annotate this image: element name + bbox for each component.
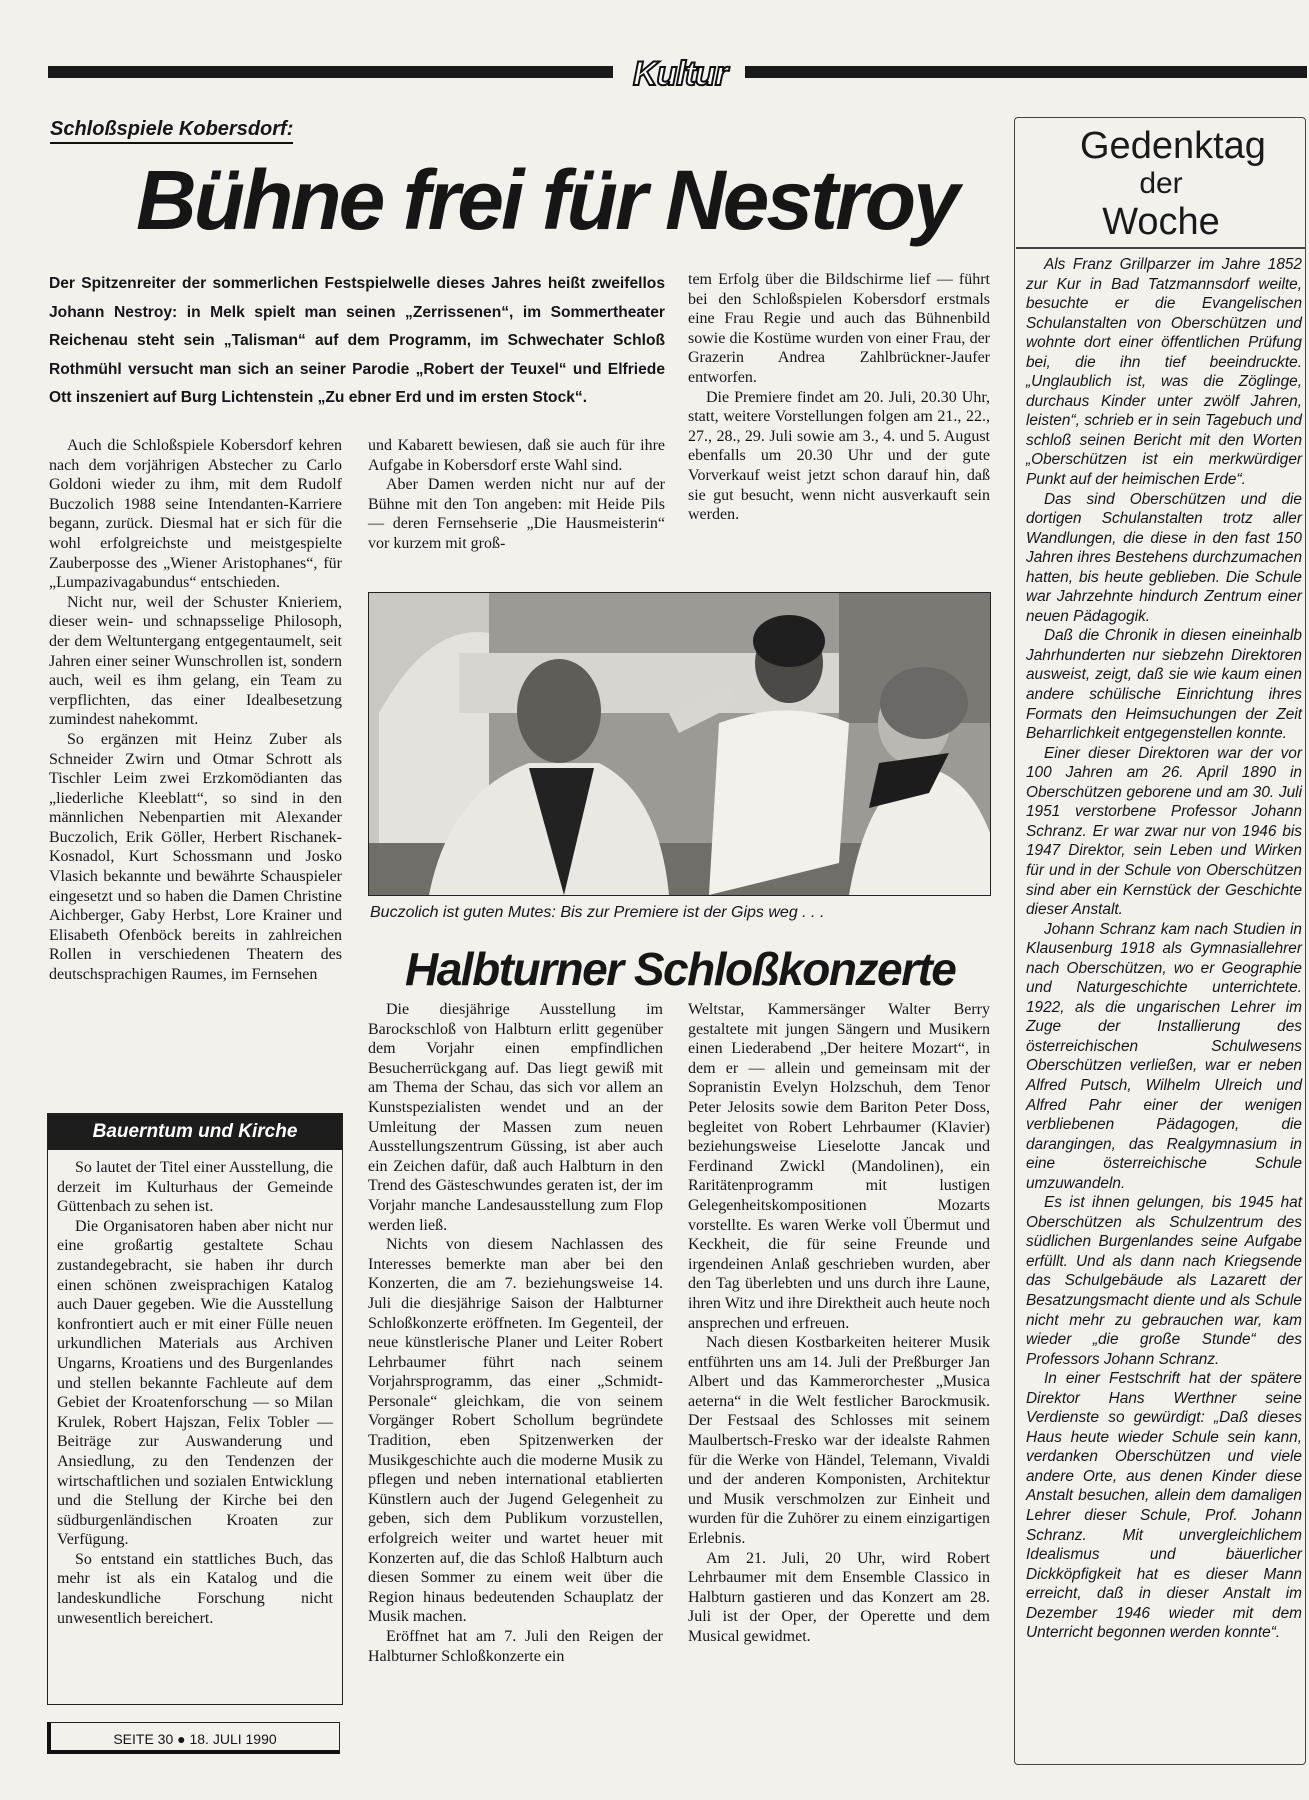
photo-illustration (369, 593, 990, 895)
article2-headline: Halbturner Schloßkonzerte (405, 943, 956, 995)
info-box-body (48, 1150, 342, 1628)
paragraph: Die Organisatoren haben aber nicht nur eine großartig gestaltete Schau zustandegebracht, sie haben ihr durch einen schönen zweisprachigen Katalog auch Dauer gegeben. Wie die Ausstellung konfrontiert auch er mit einer Fülle neuen urkundlichen Materials aus Archiven Ungarns, Kroatiens und des Burgenlandes und stellen bekannte Fachleute auf dem Gebiet der Kroatenforschung — so Milan Krulek, Robert Hajszan, Felix Tobler — Beiträge zur Auswanderung und Ansiedlung, zu den Tendenzen der wirtschaftlichen und sozialen Entwicklung und die Stellung der Kirche bei den südburgenländischen Kroaten zur Verfügung. (57, 1217, 333, 1549)
paragraph: Die Premiere findet am 20. Juli, 20.30 Uhr, statt, weitere Vorstellungen folgen am 21., 22., 27., 28., 29. Juli sowie am 3., 4. und 5. August ebenfalls um 20.30 Uhr und der gute Vorverkauf weist jetzt schon darauf hin, daß sie gut besucht, wenn nicht ausverkauft sein werden. (688, 388, 990, 524)
article2-column-2 (688, 1000, 990, 1647)
paragraph: tem Erfolg über die Bildschirme lief — führt bei den Schloßspielen Kobersdorf erstmals eine Frau Regie und auch das Bühnenbild sowie die Kostüme wurden von einer Frau, der Grazerin Andrea Zahlbrückner-Jaufer entworfen. (688, 271, 990, 386)
paragraph: Einer dieser Direktoren war der vor 100 Jahren am 26. April 1890 in Oberschützen geborene und am 30. Juli 1951 verstorbene Professor Johann Schranz. Er war zwar nur von 1946 bis 1947 Direktor, sein Leben und Wirken für und in der Schule von Oberschützen sind aber ein Kernstück der Geschichte dieser Anstalt. (1026, 744, 1302, 919)
article-photo (368, 592, 991, 896)
info-box-title: Bauerntum und Kirche (48, 1114, 342, 1150)
paragraph: So lautet der Titel einer Ausstellung, die derzeit im Kulturhaus der Gemeinde Güttenbach zu sehen ist. (57, 1159, 333, 1216)
page-footer (47, 1722, 340, 1754)
paragraph: Auch die Schloßspiele Kobersdorf kehren nach dem vorjährigen Abstecher zu Carlo Goldoni wieder zu ihm, mit dem Rudolf Buczolich 1988 seine Intendanten-Karriere begann, zurück. Diesmal hat er sich für die wohl erfolgreichste und meistgespielte Zauberposse des „Wiener Aristophanes“, für „Lumpazivagabundus“ entschieden. (49, 437, 342, 592)
info-box (47, 1113, 343, 1705)
paragraph: Johann Schranz kam nach Studien in Klausenburg 1918 als Gymnasiallehrer nach Oberschützen, wo er Geographie und Naturgeschichte unterrichtete. 1922, als die ungarischen Lehrer im Zuge der Installierung des österreichischen Schulwesens Oberschützen verließen, war er neben Alfred Putsch, Wilhelm Ulreich und Alfred Pahr einer der wenigen verbliebenen Pädagogen, die darangingen, das Realgymnasium in eine österreichische Schule umzuwandeln. (1026, 920, 1302, 1192)
paragraph: Es ist ihnen gelungen, bis 1945 hat Oberschützen als Schulzentrum des südlichen Burgenlandes seine Aufgabe erfüllt. Und als dann nach Kriegsende das Schulgebäude als Lazarett der Besatzungsmacht diente und als Schule nicht mehr zu gebrauchen war, kam wieder „die große Stunde“ des Professors Johann Schranz. (1026, 1194, 1302, 1368)
paragraph: So ergänzen mit Heinz Zuber als Schneider Zwirn und Otmar Schrott als Tischler Leim zwei Erzkomödianten das „liederliche Kleeblatt“, so sind in den männlichen Nebenpartien mit Alexander Buczolich, Erik Göller, Herbert Rischanek-Kosnadol, Kurt Schossmann und Josko Vlasich bekannte und bewährte Schauspieler eingesetzt und so haben die Damen Christine Aichberger, Gaby Herbst, Lore Krainer und Elisabeth Ofenböck bereits in zahlreichen Rollen in verschiedenen Theatern des deutschsprachigen Raumes, im Fernsehen (49, 730, 342, 984)
paragraph: Die diesjährige Ausstellung im Barockschloß von Halbturn erlitt gegenüber dem Vorjahr einen empfindlichen Besucherrückgang auf. Das liegt gewiß mit am Thema der Schau, das sich vor allem an Kunstspezialisten wendet und an der Umleitung der Massen zum neuen Ausstellungszentrum Güssing, ist aber auch ein Zeichen dafür, daß auch Halbturn in den Trend des Gästeschwundes geraten ist, der im Vorjahr manche Landesausstellung zum Flop werden ließ. (368, 1001, 663, 1234)
footer-text: SEITE 30 ● 18. JULI 1990 (113, 1731, 277, 1747)
paragraph: und Kabarett bewiesen, daß sie auch für ihre Aufgabe in Kobersdorf erste Wahl sind. (368, 437, 665, 474)
photo-caption: Buczolich ist guten Mutes: Bis zur Premiere ist der Gips weg . . . (370, 904, 825, 921)
ressort-label: Kultur (632, 55, 728, 93)
article1-column-1 (49, 436, 342, 985)
paragraph: Nichts von diesem Nachlassen des Interesses bemerkte man aber bei den Konzerten, die am 7. beziehungsweise 14. Juli die diesjährige Saison der Halbturner Schloßkonzerte eröffneten. Im Gegenteil, der neue künstlerische Planer und Leiter Robert Lehrbaumer führt nach seinem Vorjahrsprogramm, das einer „Schmidt-Personale“ gleichkam, die von seinem Vorgänger Robert Schollum begründete Tradition, eben Spitzenwerken der Musikgeschichte auch die moderne Musik zu pflegen und neben international etablierten Künstlern auch der Jugend Gelegenheit zu geben, sich dem Publikum vorzustellen, erfolgreich weiter und wartet heuer mit Konzerten auf, die das Schloß Halbturn auch diesen Sommer zu einem weit über die Region hinaus bedeutenden Schauplatz der Musik machen. (368, 1236, 663, 1626)
header-rule-right (745, 66, 1307, 78)
article1-column-2 (368, 436, 665, 554)
sidebar-title-rule (1016, 247, 1306, 249)
sidebar-title-line3: Woche (1102, 201, 1220, 243)
paragraph: Am 21. Juli, 20 Uhr, wird Robert Lehrbaumer mit dem Ensemble Classico in Halbturn gastieren und das Konzert am 28. Juli ist der Oper, der Operette und dem Musical gewidmet. (688, 1549, 990, 1645)
paragraph: Eröffnet hat am 7. Juli den Reigen der Halbturner Schloßkonzerte ein (368, 1628, 663, 1665)
article1-column-3 (688, 270, 990, 525)
paragraph: Weltstar, Kammersänger Walter Berry gestaltete mit jungen Sängern und Musikern einen Liederabend „Der heitere Mozart“, in dem er — allein und gemeinsam mit der Sopranistin Evelyn Holzschuh, dem Tenor Peter Jelosits sowie dem Bariton Peter Doss, begleitet von Robert Lehrbaumer (Klavier) beziehungsweise Lieselotte Jancak und Ferdinand Zwickl (Mandolinen), ein Raritätenprogramm mit lustigen Gelegenheitskompositionen Mozarts vorstellte. Es waren Werke voll Übermut und Keckheit, die für seine Freunde und irgendeinen Anlaß geschrieben wurden, aber den Tag überlebten und uns durch ihre Laune, ihren Witz und ihre Direktheit auch heute noch ansprechen und erfreuen. (688, 1001, 990, 1332)
paragraph: Nach diesen Kostbarkeiten heiterer Musik entführten uns am 14. Juli der Preßburger Jan Albert und das Kammerorchester „Musica aeterna“ in die Welt festlicher Barockmusik. Der Festsaal des Schlosses mit seinem Maulbertsch-Fresko war der idealste Rahmen für die Werke von Händel, Telemann, Vivaldi und der anderen Komponisten, Architektur und Musik verschmolzen zur Einheit und wurden für die Zuhörer zu einem einzigartigen Erlebnis. (688, 1334, 990, 1548)
paragraph: Aber Damen werden nicht nur auf der Bühne mit den Ton angeben: mit Heide Pils — deren Fernsehserie „Die Hausmeisterin“ vor kurzem mit groß- (368, 476, 665, 552)
sidebar-title-line2: der (1139, 167, 1183, 200)
article-kicker: Schloßspiele Kobersdorf: (50, 116, 293, 144)
sidebar-title-line1: Gedenktag (1080, 125, 1266, 167)
paragraph: Als Franz Grillparzer im Jahre 1852 zur Kur in Bad Tatzmannsdorf weilte, besuchte er die Evangelischen Schulanstalten von Oberschützen und wohnte dort einer öffentlichen Prüfung bei, die ihn tief beeindruckte. „Unglaublich ist, was die Zöglinge, durchaus Kinder unter zwölf Jahren, leisten“, schrieb er in sein Tagebuch und schloß seinen Bericht mit den Worten „Oberschützen ist ein merkwürdiger Punkt auf der heimischen Erde“. (1026, 256, 1302, 489)
article2-column-1 (368, 1000, 663, 1666)
header-rule-left (48, 66, 613, 78)
sidebar-title (1016, 127, 1306, 247)
paragraph: So entstand ein stattliches Buch, das mehr ist als ein Katalog und die landeskundliche Forschung nicht unwesentlich bereichert. (57, 1550, 333, 1627)
paragraph: Das sind Oberschützen und die dortigen Schulanstalten trotz aller Wandlungen, die diese in den fast 150 Jahren ihres Bestehens durchzumachen hatten, bis heute geblieben. Die Schule war Jahrzehnte hindurch Zentrum einer neuen Pädagogik. (1026, 490, 1302, 625)
paragraph: Daß die Chronik in diesen eineinhalb Jahrhunderten nur siebzehn Direktoren ausweist, zeigt, daß sie wie kaum einen andere schülische Einrichtung ihres Formats den Heimsuchungen der Zeit Beharrlichkeit entgegenstellen konnte. (1026, 627, 1302, 743)
paragraph: In einer Festschrift hat der spätere Direktor Hans Werthner seine Verdienste so gewürdigt: „Daß dieses Haus heute wieder Schule sein kann, verdanken Oberschützen und viele andere Orte, aus denen Kinder diese Anstalt besuchen, allein dem damaligen Lehrer dieser Schule, Prof. Johann Schranz. Mit unvergleichlichem Idealismus und bäuerlicher Dickköpfigkeit hat es dieser Mann erreicht, daß in dieser Anstalt im Dezember 1946 wieder mit dem Unterricht begonnen werden konnte“. (1026, 1370, 1302, 1642)
paragraph: Nicht nur, weil der Schuster Knieriem, dieser wein- und schnapsselige Philosoph, der dem Weltuntergang entgegentaumelt, seit Jahren einer seiner Wunschrollen ist, sondern auch, weil es ihm gelang, ein Team zu verpflichten, das einer Idealbesetzung zumindest nahekommt. (49, 593, 342, 729)
article-headline: Bühne frei für Nestroy (136, 153, 957, 247)
article-lead: Der Spitzenreiter der sommerlichen Festspielwelle dieses Jahres heißt zweifellos Johann Nestroy: in Melk spielt man seinen „Zerrissenen“, im Sommertheater Reichenau steht sein „Talisman“ auf dem Programm, im Schwechater Schloß Rothmühl versucht man sich an seiner Parodie „Robert der Teuxel“ und Elfriede Ott inszeniert auf Burg Lichtenstein „Zu ebner Erd und im ersten Stock“. (49, 275, 665, 406)
sidebar-body (1026, 255, 1302, 1643)
